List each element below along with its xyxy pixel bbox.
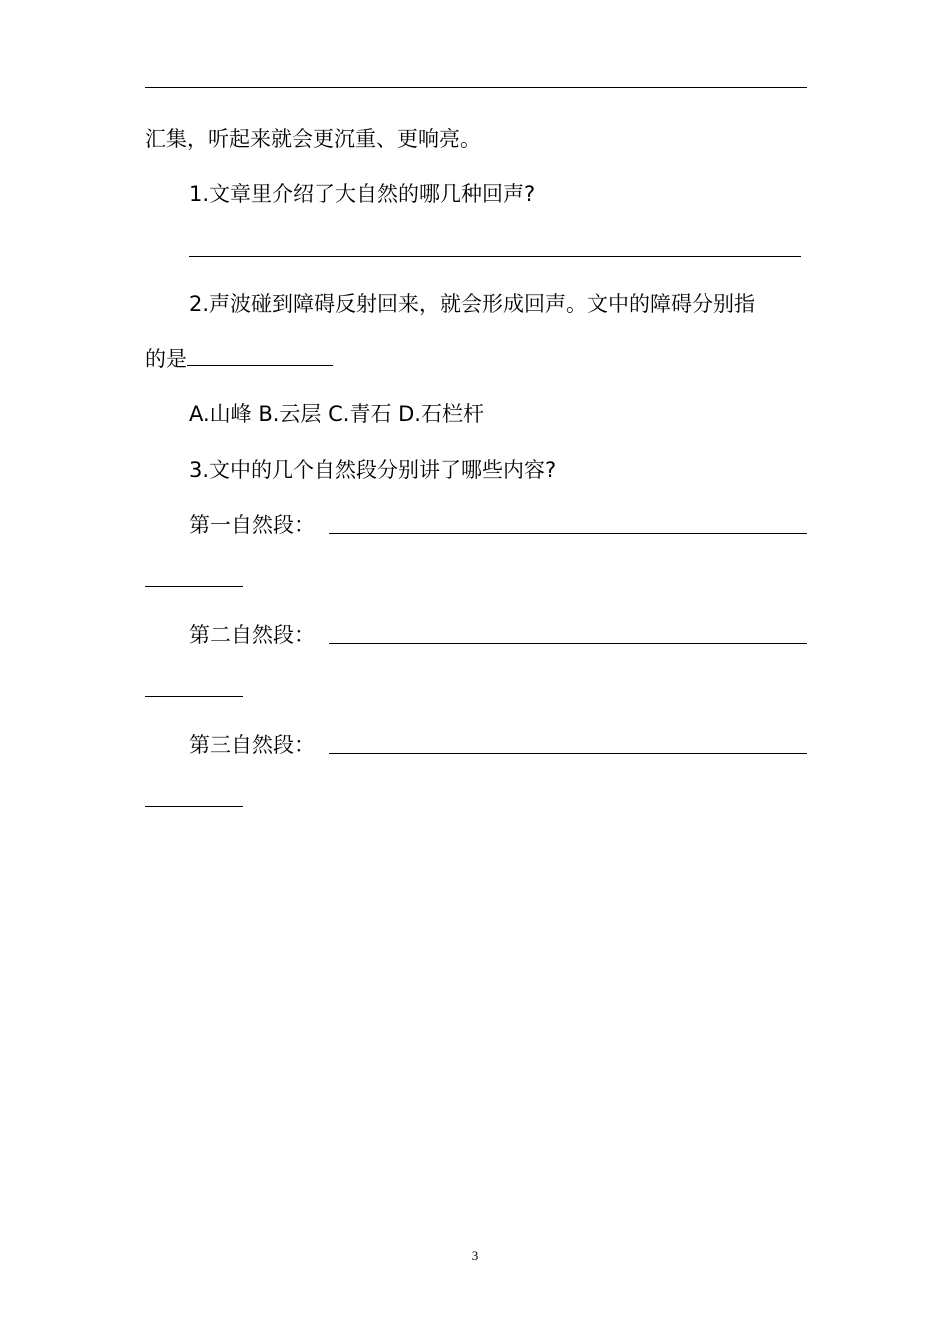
question-2-answer-blank bbox=[187, 345, 333, 366]
para-2-answer-blank-continued bbox=[145, 696, 243, 697]
para-1-row bbox=[189, 511, 315, 539]
para-3-label: 第三自然段： bbox=[189, 733, 315, 757]
question-2-line2 bbox=[145, 345, 333, 373]
question-1-answer-blank bbox=[189, 256, 801, 257]
para-1-answer-blank-continued bbox=[145, 586, 243, 587]
page-number: 3 bbox=[471, 1248, 479, 1263]
question-2-text-line1: 2.声波碰到障碍反射回来，就会形成回声。文中的障碍分别指 bbox=[189, 292, 756, 316]
question-2-options: A.山峰 B.云层 C.青石 D.石栏杆 bbox=[189, 402, 484, 426]
para-3-answer-blank bbox=[329, 753, 807, 754]
continuation-text: 汇集，听起来就会更沉重、更响亮。 bbox=[145, 127, 481, 151]
para-1-label: 第一自然段： bbox=[189, 513, 315, 537]
question-1-text: 1.文章里介绍了大自然的哪几种回声? bbox=[189, 182, 536, 206]
para-2-answer-blank bbox=[329, 643, 807, 644]
question-2-text-line2: 的是 bbox=[145, 347, 187, 371]
question-3-text: 3.文中的几个自然段分别讲了哪些内容? bbox=[189, 458, 557, 482]
para-2-label: 第二自然段： bbox=[189, 623, 315, 647]
para-2-row bbox=[189, 621, 315, 649]
header-rule bbox=[145, 87, 807, 88]
para-3-row bbox=[189, 731, 315, 759]
para-1-answer-blank bbox=[329, 533, 807, 534]
para-3-answer-blank-continued bbox=[145, 806, 243, 807]
